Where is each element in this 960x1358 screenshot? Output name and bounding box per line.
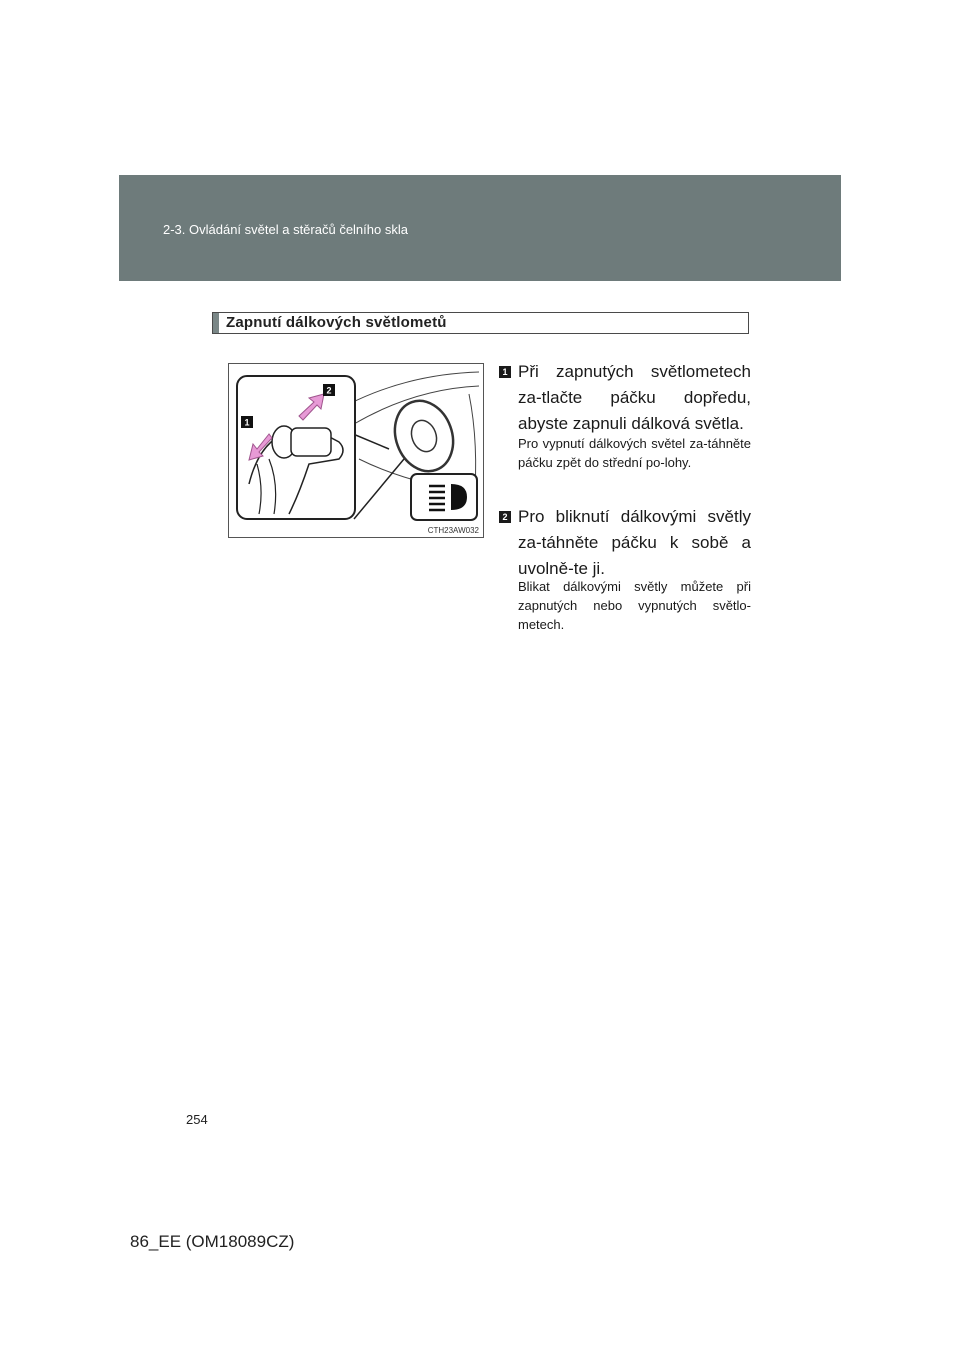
section-heading-accent [213, 313, 219, 333]
page-number: 254 [186, 1112, 208, 1127]
section-heading [212, 312, 749, 334]
figure-code: CTH23AW032 [427, 526, 479, 535]
lever-illustration-drawing [229, 364, 483, 537]
step-1-text: Při zapnutých světlometech za-tlačte páčku dopředu, abyste zapnuli dálková světla. [518, 362, 751, 433]
step-1-note: Pro vypnutí dálkových světel za-táhněte páčku zpět do střední po-lohy. [518, 436, 751, 470]
step-2-note: Blikat dálkovými světly můžete při zapnutých nebo vypnutých světlo-metech. [518, 579, 751, 632]
document-code: 86_EE (OM18089CZ) [130, 1232, 295, 1251]
illustration-lever [228, 363, 484, 538]
callout-1-label: 1 [244, 417, 250, 428]
step-2-badge: 2 [499, 511, 511, 523]
step-2-text: Pro bliknutí dálkovými světly za-táhněte páčku k sobě a uvolně-te ji. [518, 507, 751, 578]
step-1-badge: 1 [499, 366, 511, 378]
callout-2-label: 2 [326, 385, 332, 396]
section-title: Zapnutí dálkových světlometů [226, 314, 447, 331]
chapter-title: 2-3. Ovládání světel a stěračů čelního skla [163, 222, 408, 237]
